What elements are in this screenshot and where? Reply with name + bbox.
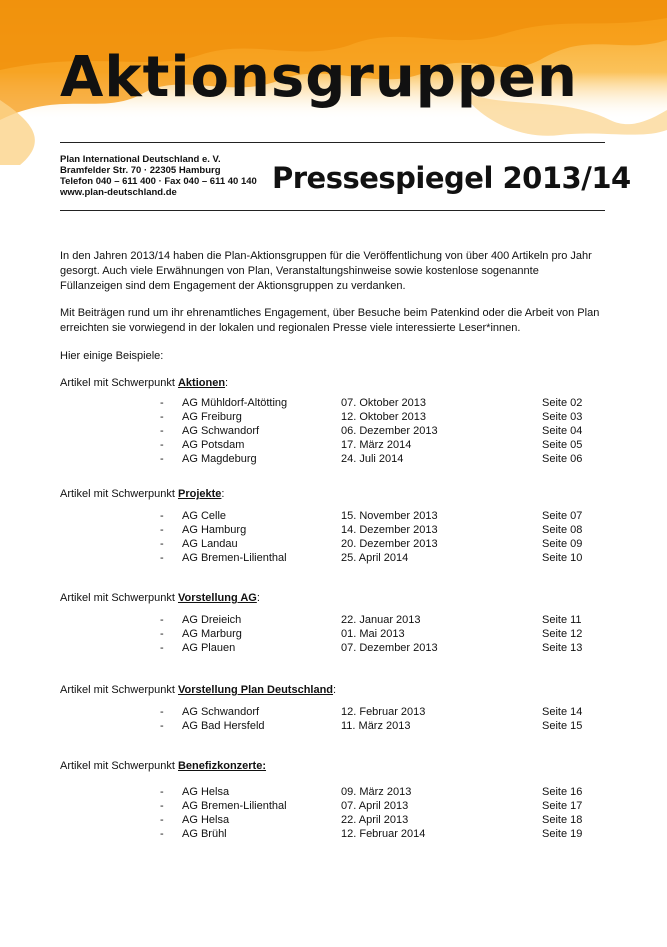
- bullet: -: [160, 439, 164, 451]
- bullet: -: [160, 786, 164, 798]
- address-line: Telefon 040 – 611 400 · Fax 040 – 611 40 140: [60, 176, 257, 187]
- list-item: - AG Brühl 12. Februar 2014 Seite 19: [160, 828, 583, 840]
- bullet: -: [160, 628, 164, 640]
- intro-paragraph-3: Hier einige Beispiele:: [60, 350, 164, 362]
- list-item: - AG Freiburg 12. Oktober 2013 Seite 03: [160, 411, 583, 423]
- page-title: Aktionsgruppen: [60, 45, 578, 110]
- list-item: - AG Bremen-Lilienthal 25. April 2014 Seite 10: [160, 552, 583, 564]
- bullet: -: [160, 538, 164, 550]
- bullet: -: [160, 642, 164, 654]
- bullet: -: [160, 552, 164, 564]
- bullet: -: [160, 425, 164, 437]
- bullet: -: [160, 524, 164, 536]
- list-item: - AG Bad Hersfeld 11. März 2013 Seite 15: [160, 720, 583, 732]
- section-heading: Artikel mit Schwerpunkt Aktionen:: [60, 377, 229, 389]
- list-item: - AG Dreieich 22. Januar 2013 Seite 11: [160, 614, 582, 626]
- address-block: [60, 154, 257, 198]
- intro-paragraph-2: Mit Beiträgen rund um ihr ehrenamtliches Engagement, über Besuche beim Patenkind oder die Arbeit von Plan erreichten sie vorwiegend in der lokalen und regionalen Presse viele interessierte Leser*innen.: [60, 307, 600, 334]
- bullet: -: [160, 706, 164, 718]
- bullet: -: [160, 397, 164, 409]
- list-item: - AG Mühldorf-Altötting 07. Oktober 2013 Seite 02: [160, 397, 583, 409]
- list-item: - AG Hamburg 14. Dezember 2013 Seite 08: [160, 524, 583, 536]
- bullet: -: [160, 614, 164, 626]
- list-item: - AG Helsa 09. März 2013 Seite 16: [160, 786, 583, 798]
- list-item: - AG Celle 15. November 2013 Seite 07: [160, 510, 583, 522]
- bullet: -: [160, 720, 164, 732]
- section-heading: Artikel mit Schwerpunkt Vorstellung Plan Deutschland:: [60, 684, 337, 696]
- list-item: - AG Bremen-Lilienthal 07. April 2013 Seite 17: [160, 800, 583, 812]
- bullet: -: [160, 814, 164, 826]
- page-subtitle: Pressespiegel 2013/14: [272, 161, 631, 195]
- list-item: - AG Magdeburg 24. Juli 2014 Seite 06: [160, 453, 583, 465]
- list-item: - AG Potsdam 17. März 2014 Seite 05: [160, 439, 583, 451]
- section-heading: Artikel mit Schwerpunkt Projekte:: [60, 488, 225, 500]
- list-item: - AG Landau 20. Dezember 2013 Seite 09: [160, 538, 583, 550]
- bullet: -: [160, 510, 164, 522]
- address-line: Bramfelder Str. 70 · 22305 Hamburg: [60, 165, 221, 176]
- section-heading: Artikel mit Schwerpunkt Benefizkonzerte:: [60, 760, 267, 772]
- bullet: -: [160, 411, 164, 423]
- list-item: - AG Marburg 01. Mai 2013 Seite 12: [160, 628, 583, 640]
- list-item: - AG Helsa 22. April 2013 Seite 18: [160, 814, 583, 826]
- list-item: - AG Plauen 07. Dezember 2013 Seite 13: [160, 642, 583, 654]
- divider-top: [60, 142, 605, 143]
- section-heading: Artikel mit Schwerpunkt Vorstellung AG:: [60, 592, 260, 604]
- bullet: -: [160, 800, 164, 812]
- list-item: - AG Schwandorf 06. Dezember 2013 Seite 04: [160, 425, 583, 437]
- bullet: -: [160, 453, 164, 465]
- bullet: -: [160, 828, 164, 840]
- divider-bottom: [60, 210, 605, 211]
- intro-paragraph-1: In den Jahren 2013/14 haben die Plan-Aktionsgruppen für die Veröffentlichung von über 400 Artikeln pro Jahr gesorgt. Auch viele Erwähnungen von Plan, Veranstaltungshinweise sowie kostenlose sogenannte Füllanzeigen sind dem Engagement der Aktionsgruppen zu verdanken.: [60, 250, 592, 292]
- list-item: - AG Schwandorf 12. Februar 2013 Seite 14: [160, 706, 583, 718]
- address-line: www.plan-deutschland.de: [60, 187, 177, 198]
- address-line: Plan International Deutschland e. V.: [60, 154, 221, 165]
